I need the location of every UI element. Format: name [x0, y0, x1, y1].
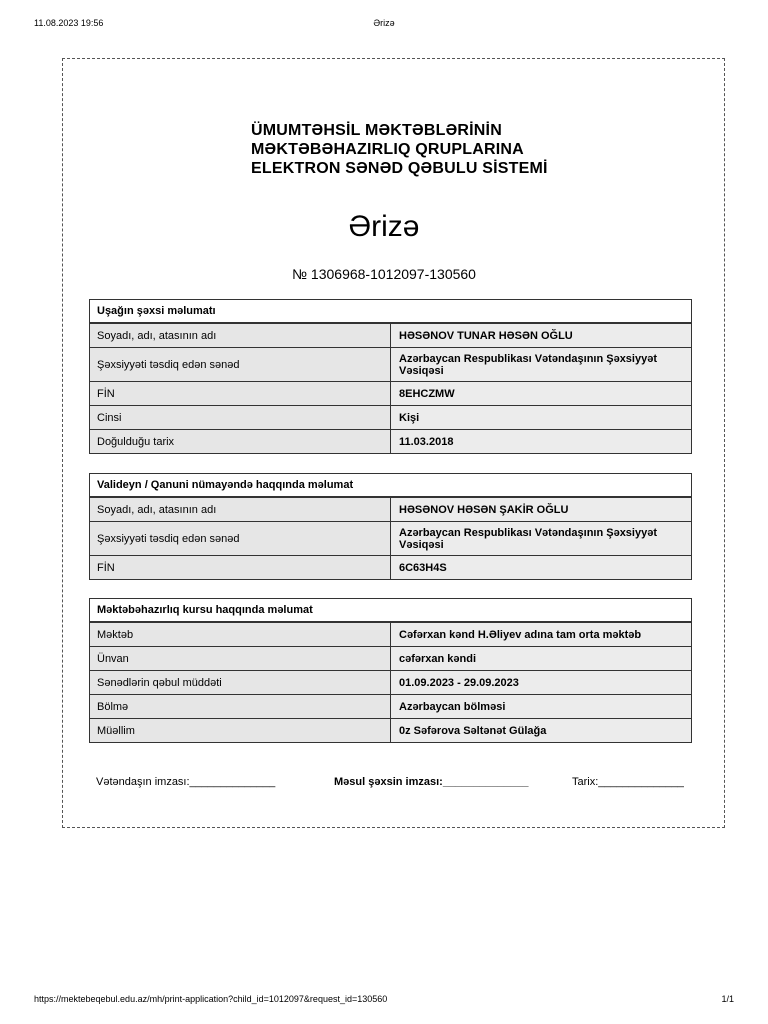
page-count: 1/1: [721, 994, 734, 1004]
row-value: Azərbaycan bölməsi: [391, 695, 691, 718]
row-label: Ünvan: [90, 647, 391, 670]
table-row: [90, 381, 691, 405]
system-title-line: MƏKTƏBƏHAZIRLIQ QRUPLARINA: [251, 141, 524, 158]
section-title: Valideyn / Qanuni nümayəndə haqqında məlumat: [90, 474, 691, 497]
table-row: [90, 347, 691, 381]
row-label: Bölmə: [90, 695, 391, 718]
section-parent-info: [89, 473, 692, 580]
table-row: [90, 497, 691, 521]
row-label: Müəllim: [90, 719, 391, 742]
row-value: 6C63H4S: [391, 556, 691, 579]
row-value: Cəfərxan kənd H.Əliyev adına tam orta məktəb: [391, 623, 691, 646]
system-title-line: ELEKTRON SƏNƏD QƏBULU SİSTEMİ: [251, 160, 548, 177]
row-value: Azərbaycan Respublikası Vətəndaşının Şəxsiyyət Vəsiqəsi: [391, 348, 691, 381]
print-page-title: Ərizə: [373, 18, 395, 28]
table-row: [90, 429, 691, 453]
row-label: Şəxsiyyəti təsdiq edən sənəd: [90, 348, 391, 381]
print-footer: [34, 994, 734, 1008]
table-row: [90, 521, 691, 555]
document-number: № 1306968-1012097-130560: [292, 266, 476, 282]
print-datetime: 11.08.2023 19:56: [34, 18, 104, 28]
print-header: [34, 18, 734, 32]
table-row: [90, 670, 691, 694]
row-label: FİN: [90, 382, 391, 405]
section-course-info: [89, 598, 692, 743]
table-row: [90, 405, 691, 429]
table-row: [90, 622, 691, 646]
row-value: cəfərxan kəndi: [391, 647, 691, 670]
table-row: [90, 323, 691, 347]
table-row: [90, 694, 691, 718]
row-value: Kişi: [391, 406, 691, 429]
row-label: Məktəb: [90, 623, 391, 646]
date-signature: Tarix:______________: [572, 776, 684, 788]
row-value: 8EHCZMW: [391, 382, 691, 405]
table-row: [90, 646, 691, 670]
section-title: Uşağın şəxsi məlumatı: [90, 300, 691, 323]
row-label: Doğulduğu tarix: [90, 430, 391, 453]
document-title: Ərizə: [348, 210, 420, 243]
row-label: Soyadı, adı, atasının adı: [90, 498, 391, 521]
system-title: [251, 121, 548, 178]
row-value: HƏSƏNOV HƏSƏN ŞAKİR OĞLU: [391, 498, 691, 521]
citizen-signature: Vətəndaşın imzası:______________: [96, 776, 276, 788]
row-value: HƏSƏNOV TUNAR HƏSƏN OĞLU: [391, 324, 691, 347]
row-value: 11.03.2018: [391, 430, 691, 453]
signature-line: [96, 776, 696, 790]
section-title: Məktəbəhazırlıq kursu haqqında məlumat: [90, 599, 691, 622]
row-value: Azərbaycan Respublikası Vətəndaşının Şəxsiyyət Vəsiqəsi: [391, 522, 691, 555]
responsible-signature: Məsul şəxsin imzası:______________: [334, 776, 529, 788]
row-label: Soyadı, adı, atasının adı: [90, 324, 391, 347]
row-label: Sənədlərin qəbul müddəti: [90, 671, 391, 694]
system-title-line: ÜMUMTƏHSİL MƏKTƏBLƏRİNİN: [251, 122, 502, 139]
table-row: [90, 718, 691, 742]
row-label: Şəxsiyyəti təsdiq edən sənəd: [90, 522, 391, 555]
section-child-info: [89, 299, 692, 454]
row-label: FİN: [90, 556, 391, 579]
row-label: Cinsi: [90, 406, 391, 429]
print-url: https://mektebeqebul.edu.az/mh/print-application?child_id=1012097&request_id=130560: [34, 994, 388, 1004]
row-value: 01.09.2023 - 29.09.2023: [391, 671, 691, 694]
row-value: 0z Səfərova Səltənət Gülağa: [391, 719, 691, 742]
table-row: [90, 555, 691, 579]
